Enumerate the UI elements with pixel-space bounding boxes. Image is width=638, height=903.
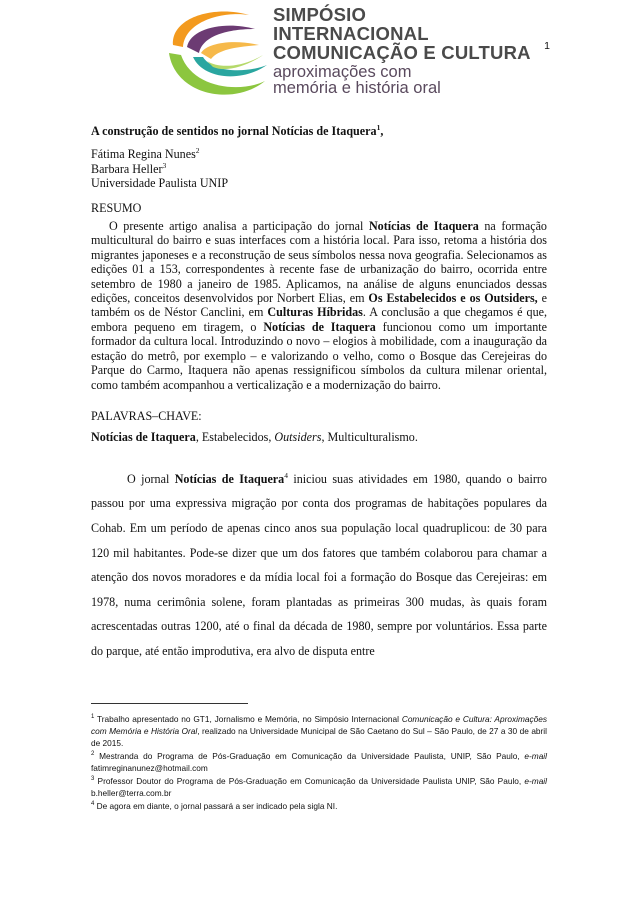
abstract-seg: funcionou como um importante formador da cultura local. Introduzindo o novo – elogios à mobilidade, com a inauguração da estação do metrô, por exemplo – e valorizando o velho, como o Bosque das Cerejeiras do Parque do Carmo, Itaquera não apenas ressignificou símbolos da cultura milenar oriental, como também acompanhou a verticalização e a modernização do bairro. <box>91 319 548 392</box>
authors <box>91 147 547 190</box>
footnote-italic: Comunicação e Cultura: Aproximações com Memória e História Oral <box>91 714 547 736</box>
keyword-seg: , Multiculturalismo. <box>321 430 418 445</box>
footnote-seg: , realizado na Universidade Municipal de São Caetano do Sul – São Paulo, de 27 a 30 de abril de 2015. <box>91 726 547 748</box>
body-paragraph <box>91 467 547 664</box>
abstract-bold: Notícias de Itaquera <box>263 319 376 334</box>
footnote-4 <box>91 800 547 812</box>
author-1-footnote-ref: 2 <box>195 146 200 156</box>
keyword-bold: Notícias de Itaquera <box>91 430 196 445</box>
paper-content <box>91 120 547 676</box>
abstract-seg: na formação multicultural do bairro e suas interfaces com a história local. Para isso, retoma a história dos migrantes japoneses e a reconstrução de seus símbolos nessa nova geografia. Selecionamos as edições 01 a 153, correspondentes à recente fase de urbanização do bairro, ocorrida entre setembro de 1980 a janeiro de 1985. Aplicamos, na análise de alguns enunciados dessas edições, conceitos desenvolvidos por Norbert Elias, em <box>91 219 547 306</box>
author-2-footnote-ref: 3 <box>162 160 167 170</box>
footnote-number: 4 <box>91 801 95 808</box>
logo-swirl-icon <box>163 3 275 107</box>
abstract-seg: . A conclusão a que chegamos é que, embora pequeno em tiragem, o <box>91 305 548 334</box>
paper-title <box>91 124 547 138</box>
footnote-number: 1 <box>91 714 95 721</box>
abstract-text <box>91 219 547 392</box>
footnote-seg: De agora em diante, o jornal passará a ser indicado pela sigla NI. <box>94 801 338 811</box>
keyword-seg: , Estabelecidos, <box>195 430 275 445</box>
author-1 <box>91 147 547 161</box>
author-2 <box>91 162 547 176</box>
abstract-bold: Notícias de Itaquera <box>368 219 479 234</box>
footnote-3 <box>91 775 547 799</box>
keyword-italic: Outsiders <box>274 430 322 445</box>
logo-text <box>273 5 531 96</box>
author-2-name: Barbara Heller <box>91 161 163 176</box>
body-bold: Notícias de Itaquera <box>174 471 285 486</box>
logo-line-1: SIMPÓSIO <box>273 4 367 25</box>
footnote-email: fatimreginanunez@hotmail.com <box>91 763 208 773</box>
footnote-italic: e-mail <box>524 776 547 786</box>
author-1-name: Fátima Regina Nunes <box>91 147 196 162</box>
logo-line-3: COMUNICAÇÃO E CULTURA <box>273 42 531 63</box>
body-seg: iniciou suas atividades em 1980, quando o bairro passou por uma expressiva migração por conta dos programas de habitações populares da Cohab. Em um período de apenas cinco anos sua população local quadruplicou: de 30 para 120 mil habitantes. Pode-se dizer que um dos fatores que também colaborou para chamar a atenção dos novos moradores e da mídia local foi a formação do Bosque das Cerejeiras: em 1978, numa cerimônia solene, foram plantadas as primeiras 300 mudas, às quais foram acrescentadas outras 1200, até o final da década de 1980, sempre por voluntários. Essa parte do parque, até então improdutiva, era alvo de disputa entre <box>91 471 547 658</box>
title-footnote-ref: 1 <box>376 122 381 132</box>
body-seg: O jornal <box>127 471 175 486</box>
footnote-number: 2 <box>91 751 95 758</box>
footnotes <box>91 713 547 813</box>
abstract-label: RESUMO <box>91 200 142 215</box>
footnote-email: b.heller@terra.com.br <box>91 788 172 798</box>
keywords-label: PALAVRAS–CHAVE: <box>91 408 202 423</box>
logo-line-4: aproximações com <box>273 63 412 81</box>
footnote-seg: Mestranda do Programa de Pós-Graduação em Comunicação da Universidade Paulista, UNIP, São Paulo, <box>94 751 525 761</box>
footnote-2 <box>91 750 547 774</box>
logo-line-5: memória e história oral <box>273 79 441 97</box>
footnote-1 <box>91 713 547 749</box>
footnote-seg: Trabalho apresentado no GT1, Jornalismo e Memória, no Simpósio Internacional <box>94 714 402 724</box>
footnote-italic: e-mail <box>524 751 547 761</box>
affiliation: Universidade Paulista UNIP <box>91 176 229 191</box>
footnote-divider <box>91 703 248 704</box>
abstract-seg: e também os de Néstor Canclini, em <box>91 291 548 320</box>
abstract-bold: Os Estabelecidos e os Outsiders, <box>368 291 538 306</box>
keywords <box>91 430 547 444</box>
abstract-bold: Culturas Híbridas <box>267 305 363 320</box>
logo-line-2: INTERNACIONAL <box>273 23 429 44</box>
footnote-seg: Professor Doutor do Programa de Pós-Graduação em Comunicação da Universidade Paulista UNIP, São Paulo, <box>94 776 525 786</box>
page-number: 1 <box>544 40 550 52</box>
footnote-number: 3 <box>91 776 95 783</box>
title-text: A construção de sentidos no jornal Notícias de Itaquera <box>91 124 377 138</box>
title-suffix: , <box>380 124 384 138</box>
abstract-seg: O presente artigo analisa a participação do jornal <box>109 219 369 234</box>
symposium-logo <box>163 3 543 107</box>
body-footnote-ref: 4 <box>284 470 288 480</box>
